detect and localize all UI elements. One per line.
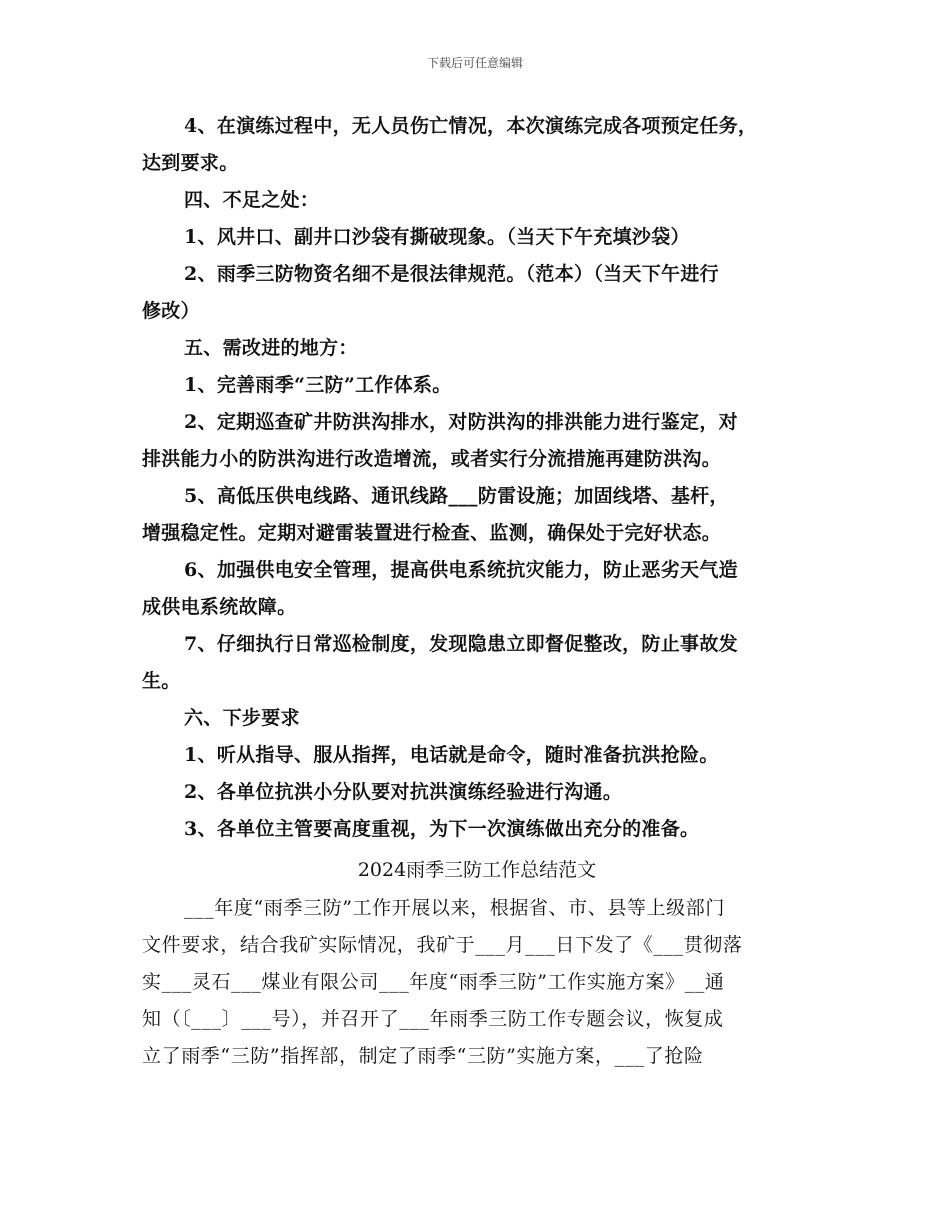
paragraph-line: 四、不足之处： [184, 189, 320, 211]
section-summary [142, 108, 812, 848]
paragraph-line: 五、需改进的地方： [184, 337, 358, 359]
paragraph-line: 1、听从指导、服从指挥，电话就是命令，随时准备抗洪抢险。 [184, 744, 719, 766]
paragraph-line: 1、完善雨季“三防”工作体系。 [184, 374, 452, 396]
paragraph-line: 修改） [142, 300, 200, 322]
paragraph-line: 文件要求，结合我矿实际情况，我矿于___月___日下发了《___贯彻落 [142, 934, 743, 956]
paragraph-line: 知（〔___〕___号），并召开了___年雨季三防工作专题会议，恢复成 [142, 1008, 724, 1030]
paragraph-line: 生。 [142, 670, 181, 692]
section-main-text [142, 890, 812, 1075]
paragraph-line: 2、各单位抗洪小分队要对抗洪演练经验进行沟通。 [184, 781, 623, 803]
paragraph-line: 增强稳定性。定期对避雷装置进行检查、监测，确保处于完好状态。 [142, 522, 722, 544]
paragraph-line: 六、下步要求 [184, 707, 300, 729]
paragraph-line: 2、雨季三防物资名细不是很法律规范。（范本）（当天下午进行 [184, 263, 719, 285]
paragraph-line: 5、高低压供电线路、通讯线路___防雷设施；加固线塔、基杆， [184, 485, 729, 507]
document-title: 2024雨季三防工作总结范文 [357, 859, 597, 881]
document-body [142, 108, 812, 1075]
paragraph-line: 6、加强供电安全管理，提高供电系统抗灾能力，防止恶劣天气造 [184, 559, 738, 581]
paragraph-line: 7、仔细执行日常巡检制度，发现隐患立即督促整改，防止事故发 [184, 633, 738, 655]
paragraph-line: 达到要求。 [142, 152, 239, 174]
paragraph-line: ___年度“雨季三防”工作开展以来，根据省、市、县等上级部门 [184, 897, 725, 919]
paragraph-line: 实___灵石___煤业有限公司___年度“雨季三防”工作实施方案》__通 [142, 971, 725, 993]
paragraph-line: 1、风井口、副井口沙袋有撕破现象。（当天下午充填沙袋） [184, 226, 690, 248]
paragraph-line: 成供电系统故障。 [142, 596, 297, 618]
paragraph-line: 2、定期巡查矿井防洪沟排水，对防洪沟的排洪能力进行鉴定，对 [184, 411, 738, 433]
paragraph-line: 排洪能力小的防洪沟进行改造增流，或者实行分流措施再建防洪沟。 [142, 448, 722, 470]
page-header: 下载后可任意编辑 [426, 56, 523, 70]
paragraph-line: 3、各单位主管要高度重视，为下一次演练做出充分的准备。 [184, 818, 700, 840]
paragraph-line: 4、在演练过程中，无人员伤亡情况，本次演练完成各项预定任务， [184, 115, 758, 137]
paragraph-line: 立了雨季“三防”指挥部，制定了雨季“三防”实施方案，___了抢险 [142, 1045, 704, 1067]
